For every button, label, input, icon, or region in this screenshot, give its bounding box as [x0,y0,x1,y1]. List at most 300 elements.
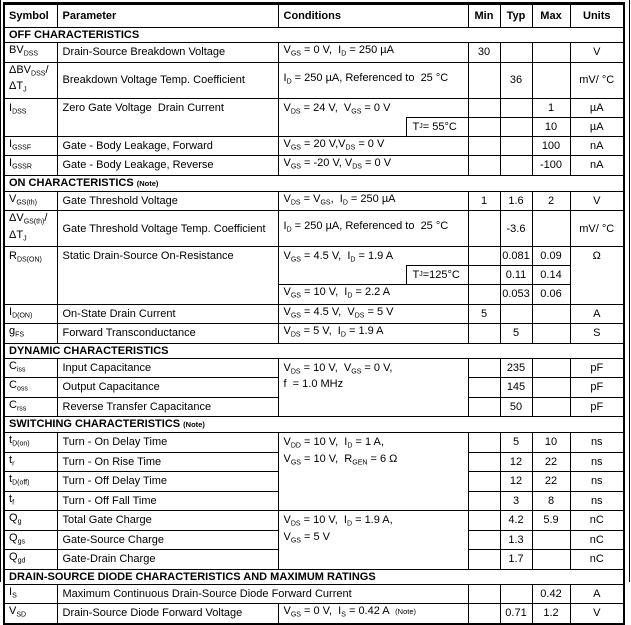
text-run: V [283,137,291,150]
min-cell [468,266,500,285]
table-row [4,62,624,98]
text-run: Q [9,512,18,524]
units-cell [570,136,624,156]
subscript-text: DS [290,520,301,528]
min-cell [468,452,500,472]
typ-cell [500,285,532,305]
text-run: = 5 V [300,530,331,543]
subscript-text: GSSF [12,144,32,151]
min-cell [468,43,500,63]
max-cell [532,511,570,531]
conditions-cell [278,433,468,511]
conditions-cell [278,304,468,324]
text-run: Zero Gate Voltage Drain Current [62,101,224,114]
units-cell [570,433,624,453]
text-run: 0.11 [505,269,527,281]
typ-cell [500,62,532,98]
min-cell [468,491,500,511]
min-cell [468,304,500,324]
text-run: 0.14 [540,269,562,281]
text-run: A [593,587,601,600]
units-cell [570,98,624,117]
symbol-cell [4,491,57,511]
units-cell [570,472,624,492]
text-run: = 24 V, V [300,101,352,114]
parameter-cell [57,211,278,247]
text-run: V [9,605,17,617]
text-run: = 0 V [355,137,385,150]
small-note: (Note) [183,420,205,429]
max-cell [532,378,570,398]
text-run: Gate-Drain Charge [62,553,156,566]
subscript-text: GS [290,537,301,544]
subscript-text: g [17,518,22,526]
section-header-row [4,28,624,43]
text-run: 22 [544,475,558,488]
text-run: -100 [539,159,563,172]
subscript-text: rss [16,405,27,412]
max-cell [532,43,570,63]
units-cell [570,604,624,624]
section-title [4,343,624,358]
subscript-text: DSS [23,50,39,58]
text-run: Turn - Off Delay Time [62,475,168,488]
table-row [4,304,624,324]
text-run: = 1.9 A, [352,514,393,526]
units-cell [570,452,624,472]
max-cell [532,452,570,472]
typ-cell [500,491,532,511]
text-run: 0.053 [502,288,530,301]
text-run: Q [9,551,18,563]
parameter-cell [57,358,278,378]
symbol-cell [4,452,57,472]
max-cell [532,397,570,417]
table-row [4,511,624,531]
table-row [4,433,624,453]
max-cell [532,604,570,624]
min-cell [468,358,500,378]
column-header-units: Units [570,4,624,28]
text-run: Gate-Source Charge [62,533,164,546]
units-cell [570,397,624,417]
text-run: 100 [541,139,561,152]
subscript-text: J [419,122,423,130]
text-run: 3 [512,494,520,507]
text-run: g [9,325,16,337]
text-run: C [9,359,17,372]
text-run: Static Drain-Source On-Resistance [62,250,234,262]
text-run: /ΔT [9,63,49,92]
subscript-text: D [347,292,353,300]
parameter-cell [57,472,278,492]
typ-cell [500,452,532,472]
text-run: V [593,607,601,620]
subscript-text: D [341,50,347,58]
units-cell [570,247,624,305]
text-run: ns [590,475,603,488]
min-cell [468,433,500,453]
max-cell [532,62,570,98]
text-run: ΔV [9,212,24,224]
column-header-typ: Typ [500,4,532,28]
max-cell [532,433,570,453]
text-run: pF [590,381,604,394]
min-cell [468,550,500,570]
table-row [4,191,624,211]
conditions-cell [278,511,468,570]
parameter-cell [57,191,278,211]
parameter-cell [57,397,278,417]
text-run: I [9,305,13,318]
column-header-max: Max [532,4,570,28]
text-run: 5 [512,327,520,340]
subscript-text: GSSR [12,163,32,171]
subscript-text: GS [290,312,301,319]
subscript-text: D(on) [12,440,30,448]
text-run: = 4.5 V, V [300,305,355,318]
text-run: ΔBV [9,63,32,76]
text-run: I [9,137,13,150]
text-run: f = 1.0 MHz [283,378,344,390]
text-run: µA [589,120,604,133]
text-run: 12 [509,455,523,468]
table-row [4,136,624,156]
min-cell [468,530,500,550]
max-cell [532,530,570,550]
text-run: nC [589,533,604,546]
column-header-conditions: Conditions [278,4,468,28]
conditions-cell [278,358,468,417]
text-run: I [283,220,287,233]
parameter-cell [57,324,278,344]
typ-cell [500,156,532,176]
typ-cell [500,472,532,492]
min-cell [468,285,500,305]
symbol-cell [4,604,57,624]
typ-cell [500,191,532,211]
parameter-cell [57,604,278,624]
text-run: Turn - On Rise Time [62,455,162,468]
section-header-row [4,343,624,358]
column-header-min: Min [468,4,500,28]
text-run: Turn - On Delay Time [62,436,168,449]
text-run: = 6 Ω [367,452,398,465]
units-cell [570,358,624,378]
typ-cell [500,530,532,550]
text-run: = 10 V, I [300,514,347,526]
text-run: V [283,514,291,526]
typ-cell [500,584,532,604]
parameter-cell [57,433,278,453]
typ-cell [500,136,532,156]
text-run: mV/ °C [579,222,615,235]
section-title [4,175,624,191]
text-run: BV [9,44,24,56]
max-cell [532,266,570,285]
min-cell [468,117,500,136]
text-run: A [593,307,601,320]
min-cell [468,211,500,247]
min-cell [468,191,500,211]
max-cell [532,117,570,136]
symbol-cell [4,43,57,63]
text-run: Reverse Transfer Capacitance [62,400,212,413]
parameter-cell [57,62,278,98]
text-run: = 10 V, V [300,361,352,374]
units-cell [570,530,624,550]
conditions-cell [278,324,468,344]
text-run: Input Capacitance [62,361,152,374]
typ-cell [500,604,532,624]
text-run: = 250 µA, Referenced to 25 °C [291,71,449,84]
subscript-text: D [286,226,292,234]
text-run: t [9,492,13,505]
text-run: V [283,192,291,205]
text-run: SWITCHING CHARACTERISTICS [9,418,184,430]
section-header-row [4,175,624,191]
typ-cell [500,266,532,285]
parameter-cell [57,156,278,176]
conditions-cell [278,247,468,285]
text-run: V [283,605,291,617]
text-run: 1.7 [508,553,524,566]
text-run: 10 [544,120,558,133]
text-run: nC [589,514,604,527]
text-run: 36 [509,74,523,86]
table-row [4,247,624,266]
text-run: = 10 V, I [300,286,348,298]
min-cell [468,324,500,344]
max-cell [532,285,570,305]
min-cell [468,397,500,417]
text-run: V [283,44,291,56]
text-run: 8 [547,494,555,507]
units-cell [570,584,624,604]
text-run: t [9,453,13,466]
condition-temperature-subcell [406,117,468,136]
subscript-text: SD [16,611,27,619]
subscript-text: DSS [12,108,27,115]
parameter-cell [57,491,278,511]
subscript-text: GS(th) [16,199,37,206]
text-run: R [9,250,17,262]
subscript-text: DS [290,108,301,115]
symbol-cell [4,397,57,417]
conditions-cell [278,604,468,624]
symbol-cell [4,472,57,492]
subscript-text: GS [290,50,301,58]
subscript-text: r [12,460,15,467]
text-run: Gate Threshold Voltage [62,194,178,207]
parameter-cell [57,247,278,305]
max-cell [532,472,570,492]
parameter-cell [57,378,278,398]
text-run: mV/ °C [579,74,615,86]
header-row [4,4,624,28]
max-cell [532,491,570,511]
symbol-cell [4,511,57,531]
subscript-text: GS [290,256,301,264]
text-run: t [9,473,13,485]
min-cell [468,98,500,117]
text-run: = 0.42 A [345,605,396,617]
text-run: ON CHARACTERISTICS [9,176,137,189]
typ-cell [500,98,532,117]
text-run: S [593,327,601,340]
parameter-cell [57,98,278,136]
text-run: = -20 V, V [300,157,353,169]
subscript-text: gd [17,557,26,565]
units-cell [570,117,624,136]
max-cell [532,550,570,570]
text-run: C [9,398,17,411]
text-run: 0.06 [540,288,562,301]
subscript-text: DS [290,368,301,375]
subscript-text: iss [16,366,26,373]
subscript-text: DS [352,163,362,171]
text-run: = 0 V, I [300,605,342,617]
text-run: I [9,101,13,114]
parameter-cell [57,584,468,604]
text-run: = 250 µA [346,44,394,56]
typ-cell [500,378,532,398]
max-cell [532,191,570,211]
text-run: Ω [592,250,601,262]
text-run: = 10 V, R [300,452,353,465]
text-run: 5 [480,307,488,320]
text-run: = 0 V [361,101,391,114]
subscript-text: GS [290,163,301,171]
parameter-cell [57,530,278,550]
conditions-cell [278,156,468,176]
typ-cell [500,247,532,266]
parameter-cell [57,452,278,472]
symbol-cell [4,98,57,136]
text-run: = 55°C [422,120,457,133]
symbol-cell [4,156,57,176]
text-run: nA [590,159,604,172]
text-run: On-State Drain Current [62,307,176,320]
subscript-text: oss [16,385,28,393]
page-edge-line-right [629,0,630,582]
subscript-text: FS [15,331,25,339]
text-run: V [283,250,291,262]
subscript-text: J [419,271,423,278]
text-run: 0.081 [502,250,530,262]
text-run: Forward Transconductance [62,327,196,340]
condition-temperature-subcell [406,265,468,284]
table-row [4,211,624,247]
text-run: V [283,157,291,169]
subscript-text: DD [290,442,301,450]
subscript-text: GS(th) [23,218,45,226]
parameter-cell [57,304,278,324]
table-row [4,156,624,176]
conditions-cell [278,211,468,247]
text-run: 1.3 [508,533,524,546]
subscript-text: DS [290,331,301,339]
min-cell [468,584,500,604]
text-run: 2 [547,194,555,207]
text-run: V [283,101,291,114]
text-run: 4.2 [508,514,524,527]
text-run: Output Capacitance [62,381,160,394]
typ-cell [500,358,532,378]
typ-cell [500,43,532,63]
text-run: = V [300,192,321,205]
text-run: Gate - Body Leakage, Forward [62,139,213,152]
symbol-cell [4,62,57,98]
text-run: Total Gate Charge [62,514,152,527]
text-run: -3.6 [506,222,526,235]
subscript-text: GEN [352,459,368,466]
symbol-cell [4,304,57,324]
conditions-cell [278,43,468,63]
units-cell [570,211,624,247]
conditions-cell [278,98,468,136]
conditions-cell [278,62,468,98]
section-title [4,28,624,43]
text-run: ns [590,436,603,449]
units-cell [570,156,624,176]
table-row [4,604,624,624]
text-run: = 1.9 A [355,250,394,262]
subscript-text: GS [351,368,362,375]
subscript-text: J [23,86,27,94]
subscript-text: D(off) [12,479,30,487]
parameter-cell [57,550,278,570]
symbol-cell [4,433,57,453]
units-cell [570,191,624,211]
text-run: I [283,71,287,84]
max-cell [532,247,570,266]
subscript-text: GS [320,199,331,206]
text-run: = 0 V [361,157,392,169]
parameter-cell [57,136,278,156]
text-run: V [283,286,291,298]
min-cell [468,511,500,531]
text-run: pF [590,361,604,374]
text-run: V [283,436,291,448]
table-row [4,98,624,117]
symbol-cell [4,136,57,156]
text-run: 5.9 [543,514,559,527]
text-run: = 4.5 V, I [300,250,351,262]
min-cell [468,62,500,98]
text-run: 12 [509,475,523,488]
max-cell [532,584,570,604]
text-run: Drain-Source Diode Forward Voltage [62,607,243,620]
max-cell [532,304,570,324]
column-header-symbol: Symbol [4,4,57,28]
subscript-text: GS [290,292,301,300]
symbol-cell [4,247,57,305]
symbol-cell [4,358,57,378]
text-run: = 10 V, I [300,436,348,448]
text-run: Q [9,531,18,544]
text-run: C [9,379,17,391]
units-cell [570,43,624,63]
units-cell [570,324,624,344]
text-run: t [9,434,13,446]
max-cell [532,324,570,344]
text-run: Gate Threshold Voltage Temp. Coefficient [62,222,266,235]
text-run: V [9,192,17,205]
text-run: = 250 µA [347,192,396,205]
page-edge-line-left [0,0,1,582]
subscript-text: f [12,499,15,506]
